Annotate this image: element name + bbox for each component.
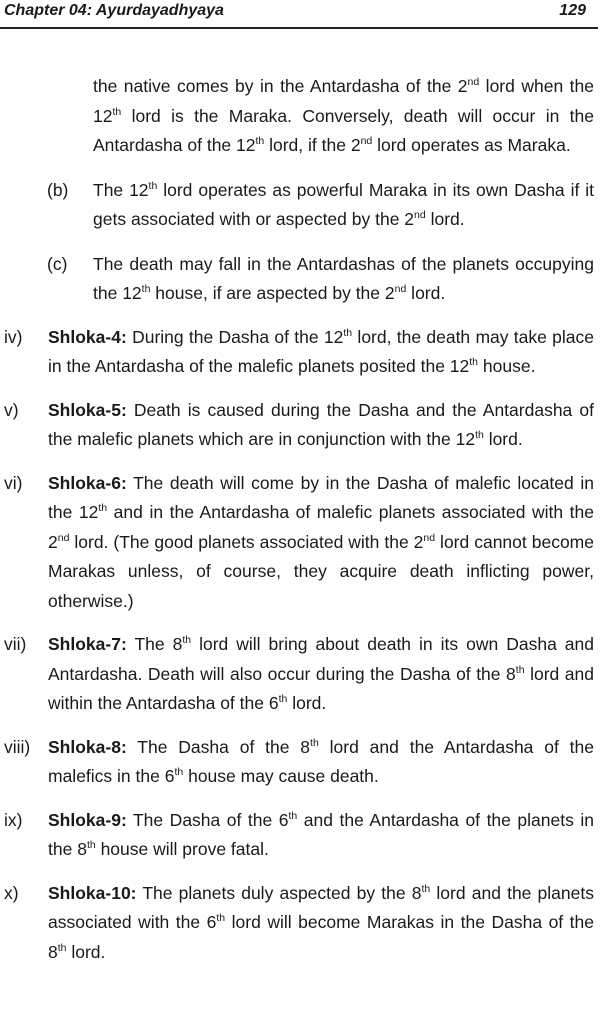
superscript: nd: [467, 76, 480, 89]
shloka-heading: Shloka-7:: [48, 634, 127, 654]
sub-item-label: (c): [47, 253, 68, 274]
superscript: th: [515, 663, 525, 676]
superscript: th: [288, 809, 298, 822]
superscript: th: [255, 135, 265, 148]
shloka-heading: Shloka-5:: [48, 399, 127, 420]
shloka-item: [4, 806, 594, 865]
superscript: nd: [394, 283, 407, 296]
superscript: th: [148, 179, 158, 192]
sub-list: [0, 176, 600, 309]
superscript: th: [57, 941, 67, 954]
shloka-item: [4, 630, 594, 719]
superscript: th: [174, 766, 184, 779]
shloka-heading: Shloka-4:: [48, 326, 127, 347]
superscript: nd: [57, 531, 70, 544]
superscript: th: [421, 882, 431, 895]
item-label: v): [4, 399, 19, 420]
superscript: th: [216, 912, 226, 925]
sub-item-label: (b): [47, 179, 69, 200]
page-header: [0, 0, 598, 29]
shloka-text: During the Dasha of the 12th lord, the death may take place in the Antardasha of the malefic planets posited the 12th house.: [48, 326, 595, 376]
superscript: th: [98, 502, 108, 515]
shloka-item: [4, 396, 594, 455]
sub-item-text: The death may fall in the Antardashas of the planets occupying the 12th house, if are aspected by the 2nd lord.: [93, 253, 594, 303]
shloka-text: The planets duly aspected by the 8th lord and the planets associated with the 6th lord will become Marakas in the Dasha of the 8th lord.: [48, 882, 595, 962]
shloka-text: The death will come by in the Dasha of malefic located in the 12th and in the Antardasha of malefic planets associated with the 2nd lord. (The good planets associated with the 2nd lord cannot become Marakas unless, of course, they acquire death inflicting power, otherwise.): [48, 472, 594, 611]
shloka-item: [4, 323, 595, 382]
superscript: th: [343, 326, 353, 339]
item-label: vii): [4, 634, 27, 654]
shloka-text: The 8th lord will bring about death in its own Dasha and Antardasha. Death will also occur during the Dasha of the 8th lord and within the Antardasha of the 6th lord.: [48, 634, 594, 713]
superscript: nd: [360, 135, 373, 148]
superscript: nd: [414, 209, 426, 222]
shloka-item: [4, 469, 594, 617]
shloka-text: The Dasha of the 8th lord and the Antardasha of the malefics in the 6th house may cause death.: [48, 736, 595, 786]
chapter-title: Chapter 04: Ayurdayadhyaya: [4, 2, 224, 19]
page-body: [0, 72, 600, 967]
superscript: th: [469, 356, 479, 369]
page-number: 129: [559, 2, 586, 19]
shloka-heading: Shloka-9:: [48, 809, 127, 830]
shloka-item: [4, 879, 595, 968]
shloka-heading: Shloka-6:: [48, 472, 127, 493]
item-label: x): [4, 882, 19, 903]
shloka-heading: Shloka-10:: [48, 882, 137, 903]
superscript: th: [86, 839, 96, 852]
item-label: viii): [4, 736, 31, 757]
superscript: th: [182, 634, 192, 647]
sub-list-item: [47, 250, 594, 309]
superscript: th: [310, 736, 319, 749]
item-label: ix): [4, 809, 23, 830]
shloka-heading: Shloka-8:: [48, 736, 127, 757]
superscript: th: [475, 429, 484, 442]
shloka-text: Death is caused during the Dasha and the Antardasha of the malefic planets which are in conjunction with the 12th lord.: [48, 399, 594, 449]
superscript: th: [141, 283, 151, 296]
superscript: th: [112, 105, 122, 118]
sub-list-item: [47, 176, 595, 235]
superscript: th: [278, 693, 288, 706]
sub-item-text: The 12th lord operates as powerful Maraka in its own Dasha if it gets associated with or aspected by the 2nd lord.: [93, 179, 595, 229]
item-label: vi): [4, 472, 23, 493]
item-label: iv): [4, 326, 23, 347]
continuation-paragraph: the native comes by in the Antardasha of the 2nd lord when the 12th lord is the Maraka. Conversely, death will occur in the Antardasha of the 12th lord, if the 2nd lord operates as Maraka.: [93, 76, 594, 155]
shloka-text: The Dasha of the 6th and the Antardasha of the planets in the 8th house will prove fatal.: [48, 809, 594, 859]
superscript: nd: [423, 531, 436, 544]
shloka-item: [4, 733, 595, 792]
shloka-list: [0, 323, 600, 968]
